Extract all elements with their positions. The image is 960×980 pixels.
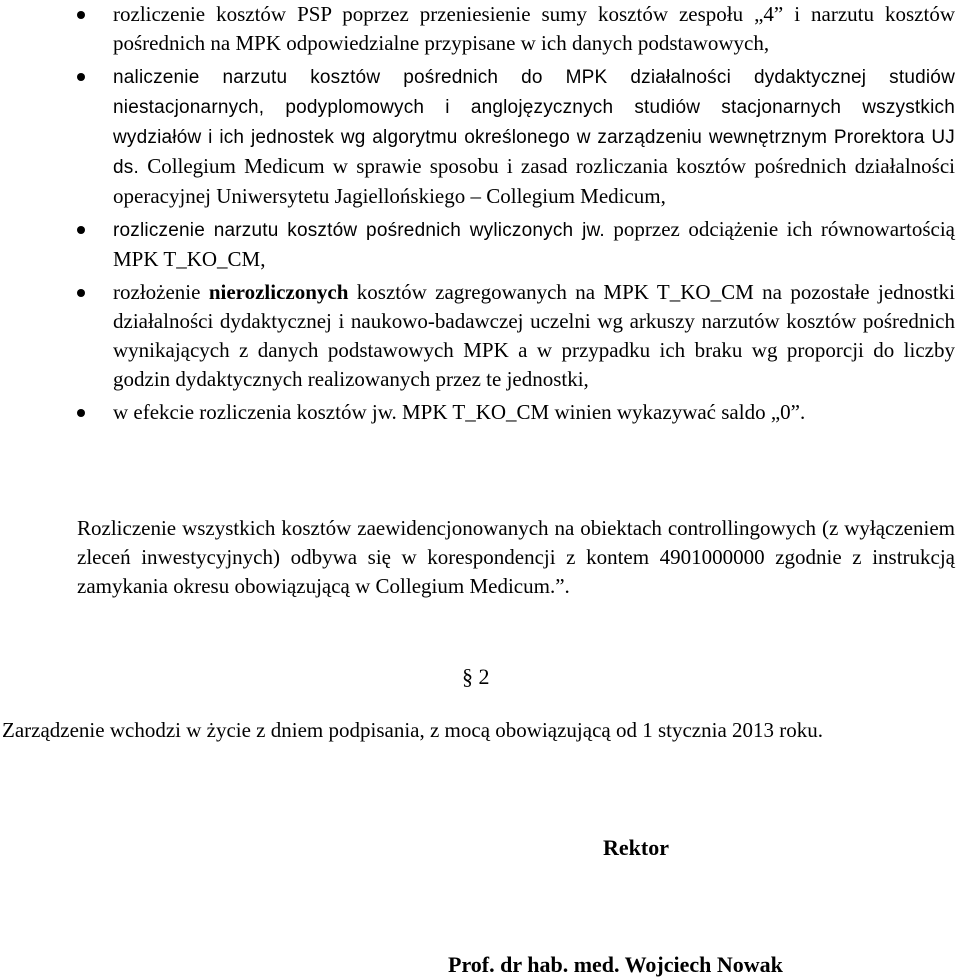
paragraph-settlement: Rozliczenie wszystkich kosztów zaewidencjonowanych na obiektach controllingowych (z wyłączeniem zleceń inwestycyjnych) odbywa się w korespondencji z kontem 4901000000 zgodnie z instrukcją zamykania okresu obowiązującą w Collegium Medicum.”. [77,516,955,598]
signature-name: Prof. dr hab. med. Wojciech Nowak [448,952,783,977]
paragraph-effective-date: Zarządzenie wchodzi w życie z dniem podpisania, z mocą obowiązującą od 1 stycznia 2013 roku. [2,718,824,742]
bullet-text: rozliczenie kosztów PSP poprzez przeniesienie sumy kosztów zespołu „4” i narzutu kosztów pośrednich na MPK odpowiedzialne przypisane w ich danych podstawowych, [113,2,955,55]
bullet-text-sans: rozliczenie narzutu kosztów pośrednich wyliczonych jw. [113,220,605,241]
bullet-item-1 [0,0,960,58]
section-heading: § 2 [462,664,490,689]
bullet-dot-icon [77,226,85,234]
bullet-text: kosztów zagregowanych na MPK T_KO_CM na pozostałe jednostki działalności dydaktycznej i naukowo-badawczej uczelni wg arkuszy narzutów kosztów pośrednich wynikających z danych podstawowych MPK a w przypadku ich braku wg proporcji do liczby godzin dydaktycznych realizowanych przez te jednostki, [113,280,955,391]
bullet-item-5 [0,398,960,427]
bullet-text: w efekcie rozliczenia kosztów jw. MPK T_KO_CM winien wykazywać saldo „0”. [113,400,806,424]
bullet-dot-icon [77,289,85,297]
bullet-text: rozłożenie [113,280,209,304]
bullet-text: Collegium Medicum w sprawie sposobu i zasad rozliczania kosztów pośrednich działalności operacyjnej Uniwersytetu Jagiellońskiego – Collegium Medicum, [113,154,955,208]
bullet-item-4 [0,278,960,394]
bullet-text: poprzez odciążenie ich równowartością MPK T_KO_CM, [113,217,955,271]
bullet-dot-icon [77,73,85,81]
bullet-item-3 [0,215,960,274]
bullet-dot-icon [77,11,85,19]
bullet-list [0,0,960,431]
bullet-item-2 [0,62,960,211]
signature-title: Rektor [603,835,669,860]
bullet-dot-icon [77,409,85,417]
bullet-text-bold: nierozliczonych [208,280,349,304]
bullet-text-sans: naliczenie narzutu kosztów pośrednich do MPK działalności dydaktycznej studiów niestacjonarnych, podyplomowych i anglojęzycznych studiów stacjonarnych wszystkich wydziałów i ich jednostek wg algorytmu określonego w zarządzeniu wewnętrznym Prorektora UJ ds. [113,67,955,178]
